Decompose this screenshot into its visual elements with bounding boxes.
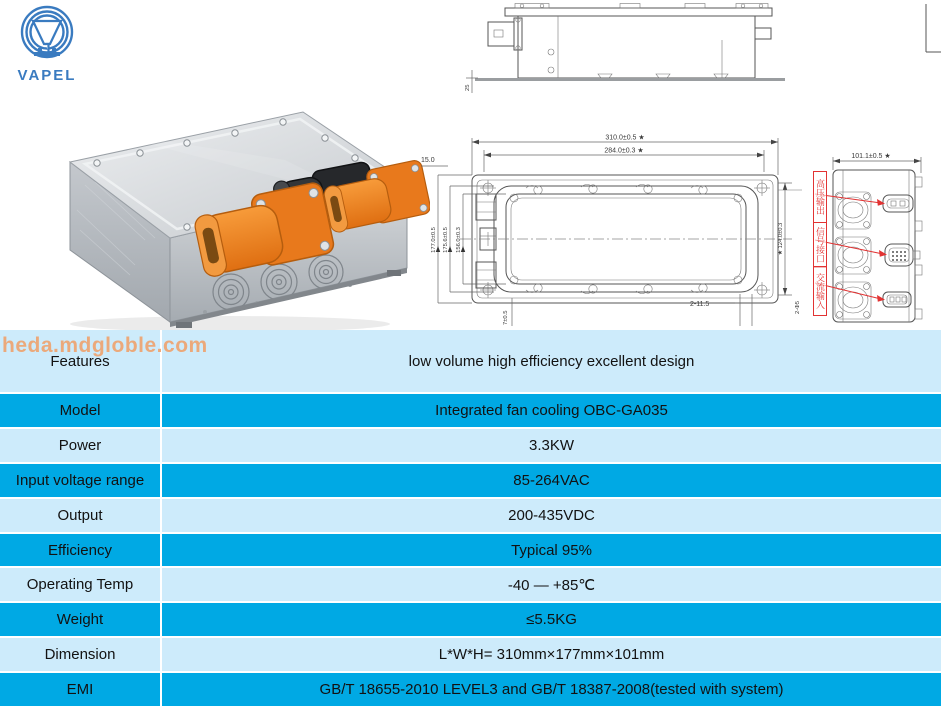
table-row (0, 394, 941, 429)
table-row (0, 603, 941, 638)
row-value: 85-264VAC (162, 464, 941, 497)
row-value: 3.3KW (162, 429, 941, 462)
dim-15: 15.0 (421, 157, 435, 164)
row-label: Features (0, 330, 162, 392)
row-label: Efficiency (0, 534, 162, 567)
dim-310: 310.0±0.5 ★ (605, 134, 645, 142)
dim-284: 284.0±0.3 ★ (604, 147, 644, 155)
row-label: Weight (0, 603, 162, 636)
table-row (0, 499, 941, 534)
row-value: -40 — +85℃ (162, 568, 941, 601)
dim-156: 156.0±0.3 (456, 227, 462, 253)
row-label: Output (0, 499, 162, 532)
connector-label-hv-output: 高压输出 (813, 171, 827, 223)
plan-view-drawing (418, 128, 803, 330)
dim-2phi5: 2-Φ5 (795, 300, 801, 314)
table-row (0, 429, 941, 464)
dim-175: 175.6±0.5 (443, 227, 449, 253)
row-value: Typical 95% (162, 534, 941, 567)
row-label: EMI (0, 673, 162, 706)
table-row (0, 568, 941, 603)
row-value: low volume high efficiency excellent design (162, 330, 941, 392)
row-value: Integrated fan cooling OBC-GA035 (162, 394, 941, 427)
vapel-logo (8, 4, 86, 84)
dim-101: 101.1±0.5 ★ (851, 153, 891, 160)
table-row (0, 638, 941, 673)
table-row (0, 534, 941, 569)
connector-label-ac-input: 交流输入 (813, 266, 827, 316)
row-label: Operating Temp (0, 568, 162, 601)
row-label: Dimension (0, 638, 162, 671)
row-label: Input voltage range (0, 464, 162, 497)
dim-7: 7±0.5 (503, 310, 509, 325)
row-value: 200-435VDC (162, 499, 941, 532)
row-value: GB/T 18655-2010 LEVEL3 and GB/T 18387-2008(tested with system) (162, 673, 941, 706)
row-value: L*W*H= 310mm×177mm×101mm (162, 638, 941, 671)
row-label: Power (0, 429, 162, 462)
vapel-logo-text: VAPEL (17, 67, 77, 84)
connector-label-signal: 信号接口 (813, 222, 827, 268)
table-row (0, 673, 941, 706)
dim-177: 177.0±0.5 (431, 227, 437, 253)
row-value: ≤5.5KG (162, 603, 941, 636)
product-photo (35, 90, 430, 335)
dim-124: ★ 124.0±0.3 (778, 222, 784, 256)
side-view-drawing (460, 0, 941, 96)
dim-25: 25 (465, 84, 471, 91)
row-label: Model (0, 394, 162, 427)
table-row (0, 464, 941, 499)
spec-table (0, 330, 941, 706)
watermark: heda.mdgloble.com (2, 334, 208, 357)
vapel-logo-icon (8, 4, 86, 64)
dim-2-11-5: 2-11.5 (690, 301, 710, 308)
